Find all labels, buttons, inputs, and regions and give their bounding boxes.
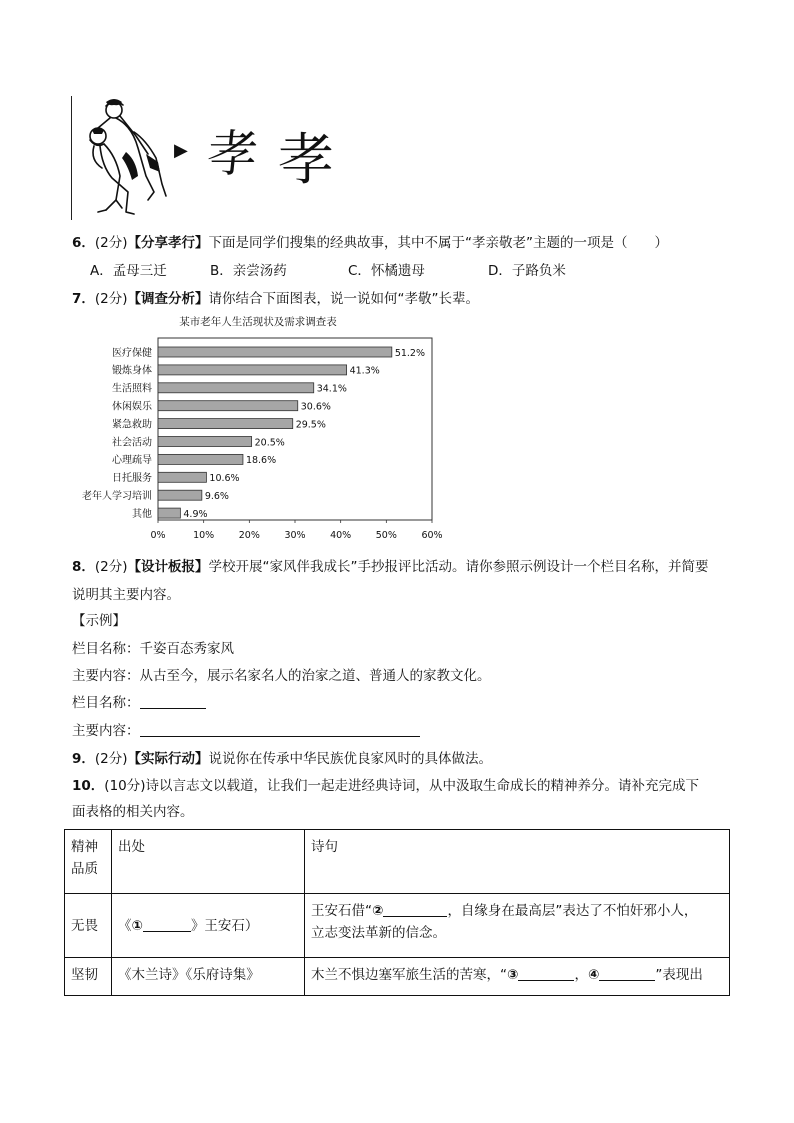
- kaishu-xiao: 孝: [278, 128, 334, 193]
- answer-content-row: [72, 722, 420, 740]
- answer-name-blank[interactable]: [140, 694, 206, 709]
- illustration-figure: [70, 96, 340, 220]
- question-tag: 【分享孝行】: [127, 235, 209, 251]
- blank-marker-1: ①: [131, 917, 143, 934]
- table-row: [65, 958, 730, 996]
- bar-10: [158, 508, 180, 518]
- x-tick-label: 30%: [284, 530, 306, 541]
- value-label: 51.2%: [394, 347, 426, 359]
- category-label: 心理疏导: [112, 455, 152, 467]
- question-text: 下面是同学们搜集的经典故事，其中不属于“孝亲敬老”主题的一项是（ ）: [208, 235, 669, 251]
- category-label: 生活照料: [112, 383, 152, 395]
- question-7: 7．(2分)【调查分析】请你结合下面图表，说一说如何“孝敬”长辈。: [72, 291, 480, 307]
- question-6: 6．(2分)【分享孝行】下面是同学们搜集的经典故事，其中不属于“孝亲敬老”主题的一项是（ ）: [72, 235, 669, 251]
- bar-2: [158, 365, 347, 375]
- value-label: 4.9%: [183, 508, 208, 520]
- value-label: 29.5%: [295, 419, 326, 431]
- cell-verse: 木兰不惧边塞军旅生活的苦寒，“③ ，④ ”表现出: [305, 958, 730, 996]
- question-text: 请你结合下面图表，说一说如何“孝敬”长辈。: [208, 291, 480, 307]
- value-label: 10.6%: [209, 473, 240, 485]
- category-label: 日托服务: [112, 473, 152, 485]
- category-label: 其他: [132, 508, 152, 520]
- cell-source: 《① 》王安石）: [112, 894, 305, 958]
- value-label: 41.3%: [349, 365, 380, 377]
- value-label: 20.5%: [254, 437, 285, 449]
- blank-marker-2: ②: [372, 903, 384, 919]
- value-label: 34.1%: [316, 383, 347, 395]
- question-10: 10．(10分)诗以言志文以载道，让我们一起走进经典诗词，从中汲取生命成长的精神养分。请补充完成下: [72, 778, 700, 794]
- question-number: 10: [72, 778, 91, 794]
- category-label: 紧急救助: [112, 419, 152, 431]
- question-tag: 【设计板报】: [127, 559, 209, 575]
- answer-blank-2[interactable]: [383, 902, 447, 917]
- question-8-cont: 说明其主要内容。: [72, 587, 180, 603]
- bar-9: [158, 490, 202, 500]
- question-score: (2分): [94, 291, 128, 307]
- value-label: 18.6%: [245, 455, 277, 467]
- bar-5: [158, 419, 293, 429]
- value-label: 9.6%: [204, 491, 229, 502]
- survey-bar-chart: [64, 310, 464, 550]
- question-text: 学校开展“家风伴我成长”手抄报评比活动。请你参照示例设计一个栏目名称，并简要: [208, 559, 709, 575]
- category-label: 休闲娱乐: [112, 401, 152, 413]
- x-tick-label: 0%: [150, 530, 166, 541]
- cell-source: 《木兰诗》《乐府诗集》: [112, 958, 305, 996]
- question-text: 诗以言志文以载道，让我们一起走进经典诗词，从中汲取生命成长的精神养分。请补充完成下: [145, 778, 700, 794]
- question-number: 9: [72, 751, 82, 767]
- question-tag: 【实际行动】: [127, 751, 209, 767]
- answer-name-label: 栏目名称：: [72, 695, 140, 711]
- answer-content-blank[interactable]: [140, 722, 420, 737]
- example-content: 主要内容：从古至今，展示名家名人的治家之道、普通人的家教文化。: [72, 668, 491, 684]
- option-a: A．孟母三迁: [90, 263, 167, 279]
- bar-3: [158, 383, 314, 393]
- question-10-cont: 面表格的相关内容。: [72, 804, 194, 820]
- answer-content-label: 主要内容：: [72, 723, 140, 739]
- answer-name-row: [72, 694, 206, 712]
- carrying-parent-illustration: [76, 96, 176, 220]
- chart-title: 某市老年人生活现状及需求调查表: [179, 316, 337, 328]
- x-tick-label: 40%: [330, 530, 352, 541]
- question-number: 8: [72, 559, 82, 575]
- question-score: (2分): [94, 751, 128, 767]
- x-tick-label: 20%: [238, 530, 260, 541]
- option-d: D．子路负米: [488, 263, 566, 279]
- x-tick-label: 60%: [421, 530, 443, 541]
- category-label: 锻炼身体: [112, 365, 152, 377]
- answer-blank-4[interactable]: [599, 966, 655, 981]
- header-quality: 精神品质: [65, 830, 112, 894]
- question-8: 8．(2分)【设计板报】学校开展“家风伴我成长”手抄报评比活动。请你参照示例设计一个栏目名称，并简要: [72, 559, 709, 575]
- cell-verse: 王安石借“② ，自缘身在最高层”表达了不怕奸邪小人， 立志变法革新的信念。: [305, 894, 730, 958]
- category-label: 老年人学习培训: [82, 491, 152, 502]
- answer-blank-3[interactable]: [518, 966, 574, 981]
- question-score: (10分): [104, 778, 146, 794]
- category-label: 医疗保健: [112, 347, 152, 359]
- figure-left-border: [71, 96, 72, 220]
- arrow-icon: ▶: [174, 140, 188, 161]
- question-tag: 【调查分析】: [127, 291, 209, 307]
- seal-script-xiao: 孝: [204, 125, 261, 183]
- bar-6: [158, 437, 252, 447]
- answer-blank-1[interactable]: [143, 917, 191, 932]
- question-number: 6: [72, 235, 82, 251]
- example-name: 栏目名称：千姿百态秀家风: [72, 641, 234, 657]
- question-number: 7: [72, 291, 82, 307]
- question-score: (2分): [94, 559, 128, 575]
- poetry-table: [64, 829, 730, 996]
- cell-quality: 坚韧: [65, 958, 112, 996]
- blank-marker-3: ③: [507, 967, 519, 983]
- table-header-row: [65, 830, 730, 894]
- bar-1: [158, 347, 392, 357]
- bar-4: [158, 401, 298, 411]
- value-label: 30.6%: [300, 401, 331, 413]
- cell-quality: 无畏: [65, 894, 112, 958]
- table-row: [65, 894, 730, 958]
- header-source: 出处: [112, 830, 305, 894]
- option-b: B．亲尝汤药: [210, 263, 287, 279]
- category-label: 社会活动: [112, 437, 152, 449]
- question-text: 说说你在传承中华民族优良家风时的具体做法。: [208, 751, 493, 767]
- x-tick-label: 50%: [375, 530, 397, 541]
- blank-marker-4: ④: [587, 967, 600, 983]
- x-tick-label: 10%: [193, 530, 215, 541]
- header-verse: 诗句: [305, 830, 730, 894]
- bar-8: [158, 472, 206, 482]
- question-9: 9．(2分)【实际行动】说说你在传承中华民族优良家风时的具体做法。: [72, 751, 493, 767]
- example-heading: 【示例】: [72, 613, 126, 629]
- option-c: C．怀橘遗母: [348, 263, 425, 279]
- question-score: (2分): [94, 235, 128, 251]
- bar-7: [158, 454, 243, 464]
